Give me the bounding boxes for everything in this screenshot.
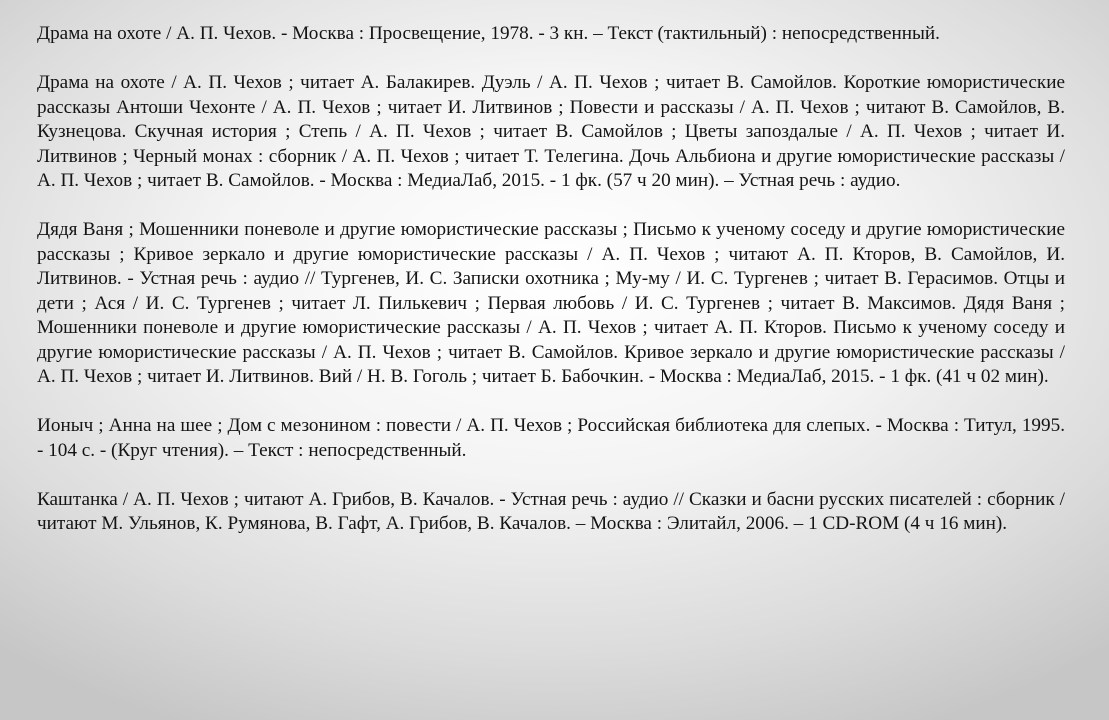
- bibliography-list: [37, 22, 1065, 561]
- bibliography-entry: Драма на охоте / А. П. Чехов ; читает А. Балакирев. Дуэль / А. П. Чехов ; читает В. Самойлов. Короткие юмористические рассказы Антоши Чехонте / А. П. Чехов ; читает И. Литвинов ; Повести и рассказы / А. П. Чехов ; читают В. Самойлов, В. Кузнецова. Скучная история ; Степь / А. П. Чехов ; читает В. Самойлов ; Цветы запоздалые / А. П. Чехов ; читает И. Литвинов ; Черный монах : сборник / А. П. Чехов ; читает Т. Телегина. Дочь Альбиона и другие юмористические рассказы / А. П. Чехов ; читает В. Самойлов. - Москва : МедиаЛаб, 2015. - 1 фк. (57 ч 20 мин). – Устная речь : аудио.: [37, 72, 1065, 191]
- bibliography-entry: Дядя Ваня ; Мошенники поневоле и другие юмористические рассказы ; Письмо к ученому соседу и другие юмористические рассказы ; Кривое зеркало и другие юмористические рассказы / А. П. Чехов ; читают А. П. Кторов, В. Самойлов, И. Литвинов. - Устная речь : аудио // Тургенев, И. С. Записки охотника ; Му-му / И. С. Тургенев ; читает В. Герасимов. Отцы и дети ; Ася / И. С. Тургенев ; читает Л. Пилькевич ; Первая любовь / И. С. Тургенев ; читает В. Максимов. Дядя Ваня ; Мошенники поневоле и другие юмористические рассказы / А. П. Чехов ; читает А. П. Кторов. Письмо к ученому соседу и другие юмористические рассказы / А. П. Чехов ; читает В. Самойлов. Кривое зеркало и другие юмористические рассказы / А. П. Чехов ; читает И. Литвинов. Вий / Н. В. Гоголь ; читает Б. Бабочкин. - Москва : МедиаЛаб, 2015. - 1 фк. (41 ч 02 мин).: [37, 219, 1065, 387]
- bibliography-entry: Ионыч ; Анна на шее ; Дом с мезонином : повести / А. П. Чехов ; Российская библиотека для слепых. - Москва : Титул, 1995. - 104 с. - (Круг чтения). – Текст : непосредственный.: [37, 415, 1065, 461]
- bibliography-entry: Каштанка / А. П. Чехов ; читают А. Грибов, В. Качалов. - Устная речь : аудио // Сказки и басни русских писателей : сборник / читают М. Ульянов, К. Румянова, В. Гафт, А. Грибов, В. Качалов. – Москва : Элитайл, 2006. – 1 CD-ROM (4 ч 16 мин).: [37, 488, 1065, 534]
- bibliography-entry: Драма на охоте / А. П. Чехов. - Москва : Просвещение, 1978. - 3 кн. – Текст (тактильный) : непосредственный.: [37, 23, 940, 44]
